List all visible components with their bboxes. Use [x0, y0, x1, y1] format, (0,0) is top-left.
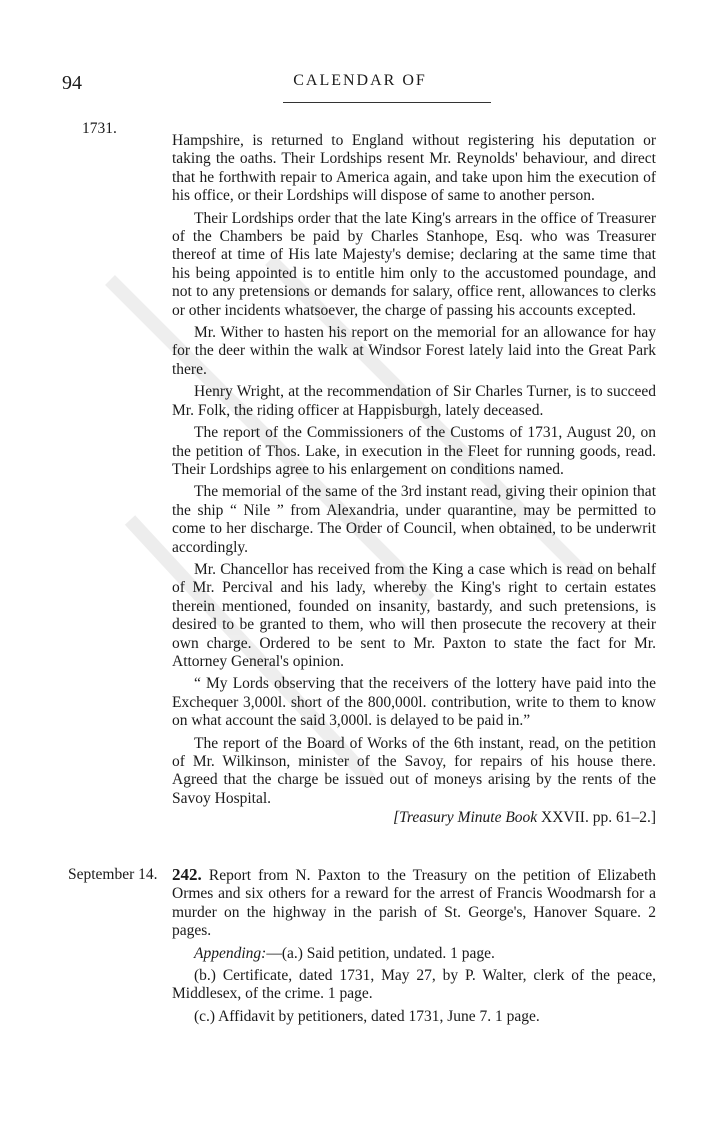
entry-text: Report from N. Paxton to the Treasury on the petition of Elizabeth Ormes and six others for a reward for the arrest of Francis Woodmarsh for a murder on the highway in the parish of St. George's, Hanover Square. 2 pages.: [172, 867, 656, 940]
page-header: [0, 72, 720, 102]
appending-item-b: (b.) Certificate, dated 1731, May 27, by P. Walter, clerk of the peace, Middlesex, of the crime. 1 page.: [172, 967, 656, 1003]
paragraph: Their Lordships order that the late King's arrears in the office of Treasurer of the Chambers be paid by Charles Stanhope, Esq. who was Treasurer thereof at time of His late Majesty's demise; declaring at the same time that his being appointed is to entitle him only to the accustomed poundage, and not to any pretensions or demands for salary, office rent, allowances to clerks or other incidents whatsoever, the charge of passing his accounts excepted.: [172, 209, 656, 319]
entry-number: 242.: [172, 865, 202, 884]
margin-year: 1731.: [82, 120, 117, 137]
running-title: CALENDAR OF: [293, 72, 427, 89]
calendar-entry-continued: [172, 132, 656, 828]
appending-text: —(a.) Said petition, undated. 1 page.: [266, 944, 495, 962]
entry-paragraph: [172, 866, 656, 941]
paragraph: The memorial of the same of the 3rd instant read, giving their opinion that the ship “ Nile ” from Alexandria, under quarantine, may be permitted to come to her discharge. The Order of Council, when obtained, to be underwrit accordingly.: [172, 483, 656, 556]
paragraph: The report of the Commissioners of the Customs of 1731, August 20, on the petition of Thos. Lake, in execution in the Fleet for running goods, read. Their Lordships agree to his enlargement on conditions named.: [172, 424, 656, 478]
paragraph: The report of the Board of Works of the 6th instant, read, on the petition of Mr. Wilkinson, minister of the Savoy, for repairs of his house there. Agreed that the charge be issued out of moneys arising by the rents of the Savoy Hospital.: [172, 734, 656, 807]
source-citation: [172, 809, 656, 827]
appending-line: [172, 945, 656, 963]
source-bracket: [: [393, 809, 400, 827]
appending-label: Appending:: [194, 944, 267, 962]
paragraph: Mr. Wither to hasten his report on the memorial for an allowance for hay for the deer within the walk at Windsor Forest lately laid into the Great Park there.: [172, 324, 656, 378]
header-rule: [283, 102, 491, 103]
source-reference: XXVII. pp. 61–2.]: [537, 809, 656, 827]
page-number: 94: [62, 72, 82, 94]
calendar-entry-242: [172, 866, 656, 1026]
source-title: Treasury Minute Book: [399, 809, 538, 827]
paragraph: Hampshire, is returned to England without registering his deputation or taking the oaths. Their Lordships resent Mr. Reynolds' behaviour, and direct that he forthwith repair to America again, and take upon him the execution of his office, or their Lordships will dispose of same to another person.: [172, 132, 656, 205]
paragraph: “ My Lords observing that the receivers of the lottery have paid into the Exchequer 3,000l. short of the 800,000l. contribution, write to them to know on what account the said 3,000l. is delayed to be paid in.”: [172, 675, 656, 730]
margin-date: September 14.: [68, 866, 158, 883]
paragraph: Mr. Chancellor has received from the King a case which is read on behalf of Mr. Percival and his lady, whereby the King's right to certain estates therein mentioned, founded on insanity, bastardy, and such pretensions, is desired to be granted to them, who will then prosecute the recovery at their own charge. Ordered to be sent to Mr. Paxton to state the fact for Mr. Attorney General's opinion.: [172, 560, 656, 670]
appending-item-c: (c.) Affidavit by petitioners, dated 1731, June 7. 1 page.: [194, 1007, 540, 1025]
paragraph: Henry Wright, at the recommendation of Sir Charles Turner, is to succeed Mr. Folk, the riding officer at Happisburgh, lately deceased.: [172, 383, 656, 419]
